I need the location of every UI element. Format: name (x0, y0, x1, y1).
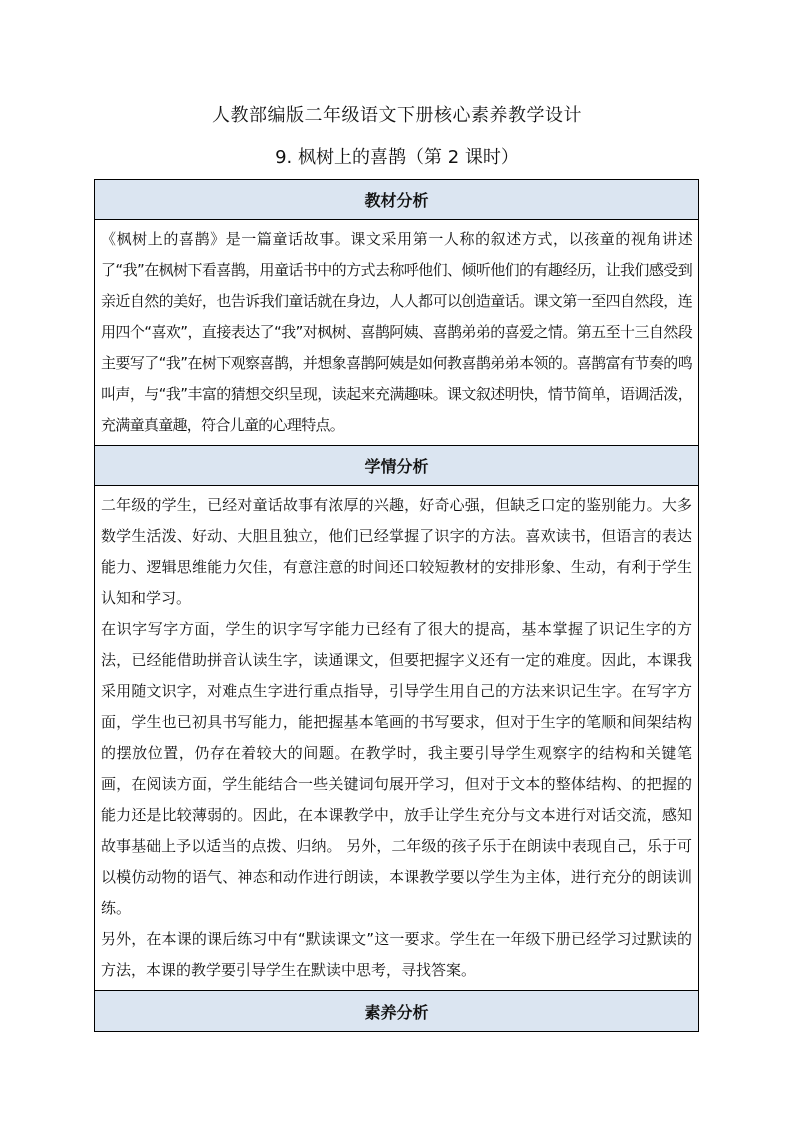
section-heading-textbook-analysis: 教材分析 (95, 180, 698, 220)
student-analysis-paragraph-1: 二年级的学生，已经对童话故事有浓厚的兴趣，好奇心强，但缺乏口定的鉴别能力。大多数学生活泼、好动、大胆且独立，他们已经掌握了识字的方法。喜欢读书，但语言的表达能力、逻辑思维能力欠佳，有意注意的时间还口较短教材的安排形象、生动，有利于学生认知和学习。 (101, 496, 692, 607)
textbook-analysis-paragraph: 《枫树上的喜鹊》是一篇童话故事。课文采用第一人称的叙述方式，以孩童的视角讲述了“我”在枫树下看喜鹊，用童话书中的方式去称呼他们、倾听他们的有趣经历，让我们感受到亲近自然的美好，也告诉我们童话就在身边，人人都可以创造童话。课文第一至四自然段，连用四个“喜欢”，直接表达了“我”对枫树、喜鹊阿姨、喜鹊弟弟的喜爱之情。第五至十三自然段主要写了“我”在树下观察喜鹊，并想象喜鹊阿姨是如何教喜鹊弟弟本领的。喜鹊富有节奏的鸣叫声，与“我”丰富的猜想交织呈现，读起来充满趣味。课文叙述明快，情节简单，语调活泼，充满童真童趣，符合儿童的心理特点。 (101, 230, 692, 434)
section-body-textbook-analysis (95, 220, 698, 446)
lesson-design-table (94, 179, 699, 1032)
student-analysis-paragraph-2: 在识字写字方面，学生的识字写字能力已经有了很大的提高，基本掌握了识记生字的方法，已经能借助拼音认读生字，读通课文，但要把握字义还有一定的难度。因此，本课我采用随文识字，对难点生字进行重点指导，引导学生用自己的方法来识记生字。在写字方面，学生也已初具书写能力，能把握基本笔画的书写要求，但对于生字的笔顺和间架结构的摆放位置，仍存在着较大的间题。在教学时，我主要引导学生观察字的结构和关键笔画，在阅读方面，学生能结合一些关键词句展开学习，但对于文本的整体结构、的把握的能力还是比较薄弱的。因此，在本课教学中，放手让学生充分与文本进行对话交流，感知故事基础上予以适当的点拨、归纳。 另外，二年级的孩子乐于在朗读中表现自己，乐于可以模仿动物的语气、神态和动作进行朗读，本课教学要以学生为主体，进行充分的朗读训练。 (101, 620, 692, 917)
section-heading-student-analysis: 学情分析 (95, 446, 698, 486)
section-heading-literacy-analysis: 素养分析 (95, 991, 698, 1031)
section-body-student-analysis (95, 486, 698, 991)
student-analysis-paragraph-3: 另外，在本课的课后练习中有“默读课文”这一要求。学生在一年级下册已经学习过默读的方法，本课的教学要引导学生在默读中思考，寻找答案。 (101, 930, 692, 979)
lesson-subtitle: 9. 枫树上的喜鹊（第 2 课时） (275, 147, 519, 168)
document-title: 人教部编版二年级语文下册核心素养教学设计 (212, 105, 582, 126)
